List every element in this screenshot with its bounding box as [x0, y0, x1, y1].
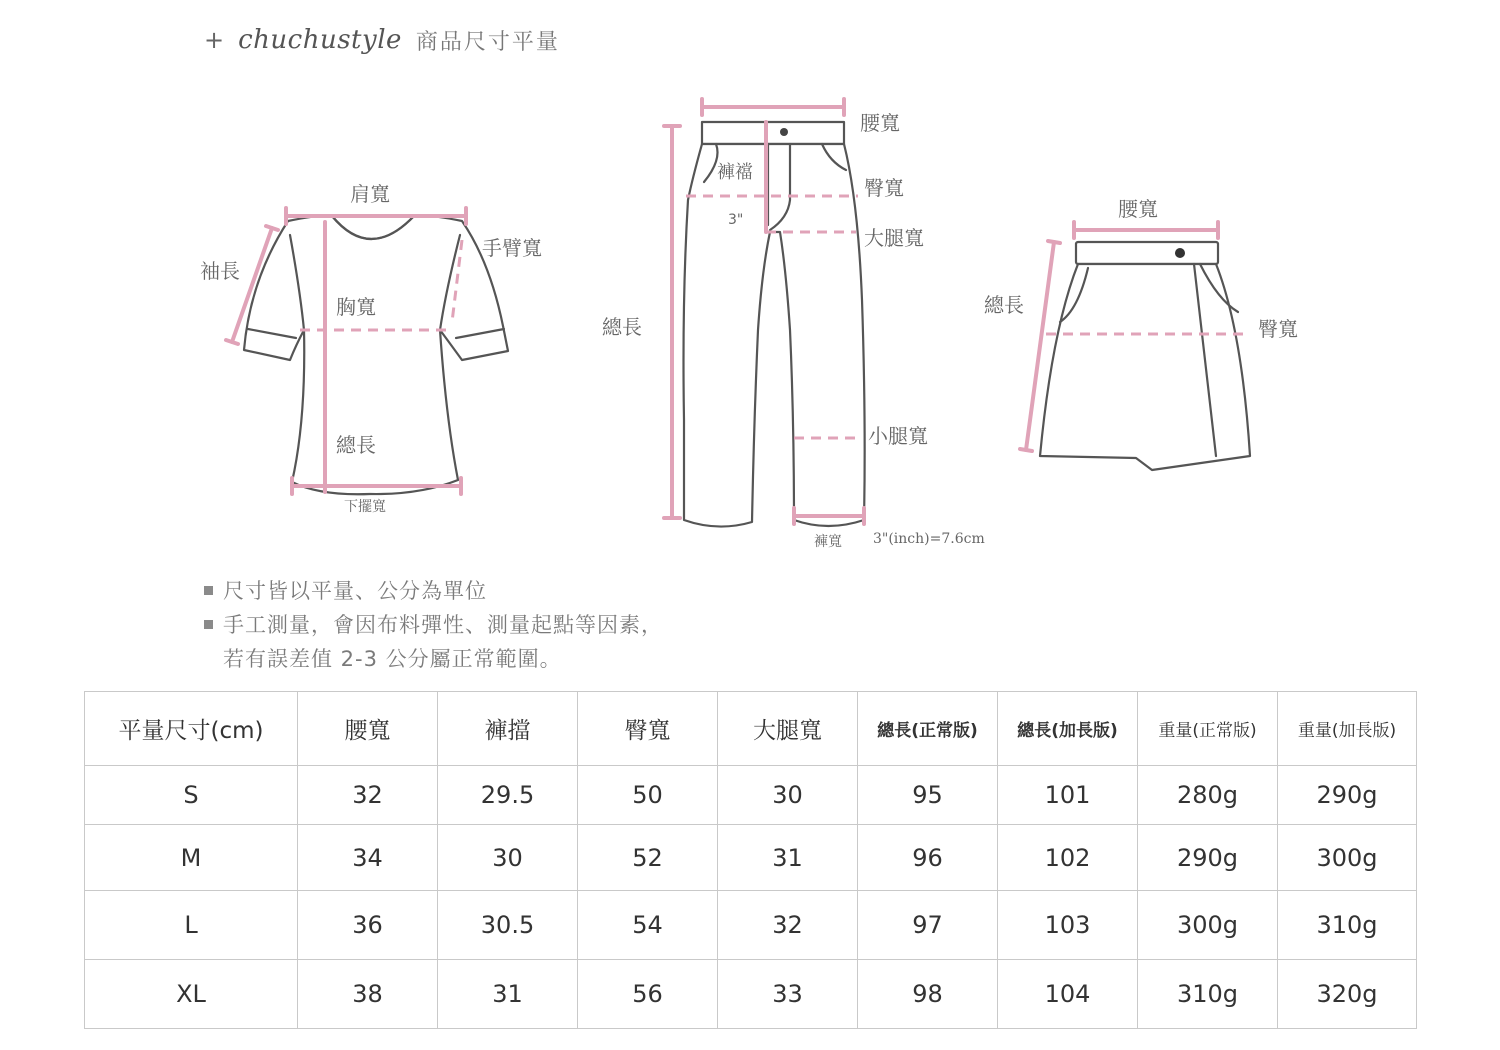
table-cell: 98: [858, 960, 998, 1029]
waist-button: [780, 128, 788, 136]
table-cell: 38: [298, 960, 438, 1029]
column-header: 總長(正常版): [858, 692, 998, 766]
page-title: 商品尺寸平量: [415, 29, 560, 55]
table-cell: 320g: [1278, 960, 1417, 1029]
table-row: [85, 960, 1417, 1029]
bullet-icon: [204, 586, 213, 595]
table-cell: 310g: [1138, 960, 1278, 1029]
table-cell: 104: [998, 960, 1138, 1029]
note-line-2: 手工測量，會因布料彈性、測量起點等因素，: [204, 608, 663, 642]
pants-waist-label: 腰寬: [860, 111, 900, 135]
inch-conversion-note: 3"(inch)=7.6cm: [873, 531, 985, 547]
shirt-length-label: 總長: [336, 433, 376, 457]
table-cell: 280g: [1138, 766, 1278, 825]
table-cell: 300g: [1138, 891, 1278, 960]
table-cell: 95: [858, 766, 998, 825]
shirt-hem-label: 下擺寬: [344, 499, 386, 515]
column-header: 腰寬: [298, 692, 438, 766]
pants-outline: [684, 144, 865, 527]
pants-hem-label: 褲寬: [814, 534, 842, 550]
pants-length-label: 總長: [602, 315, 642, 339]
column-header: 褲擋: [438, 692, 578, 766]
table-row: [85, 825, 1417, 891]
table-cell: 96: [858, 825, 998, 891]
table-cell: 50: [578, 766, 718, 825]
table-cell: 31: [718, 825, 858, 891]
bullet-icon: [204, 620, 213, 629]
skirt-hip-label: 臀寬: [1258, 317, 1298, 341]
pants-thigh-label: 大腿寬: [864, 226, 924, 250]
size-table: [84, 691, 1417, 1029]
skirt-waist-label: 腰寬: [1118, 197, 1158, 221]
skirt-length-label: 總長: [984, 293, 1024, 317]
table-cell: 97: [858, 891, 998, 960]
column-header: 大腿寬: [718, 692, 858, 766]
column-header: 平量尺寸(cm): [85, 692, 298, 766]
table-cell: 103: [998, 891, 1138, 960]
pants-rise-label: 褲襠: [717, 162, 753, 183]
shirt-outline: [244, 216, 508, 495]
table-cell: XL: [85, 960, 298, 1029]
table-cell: 52: [578, 825, 718, 891]
table-row: [85, 766, 1417, 825]
note-line-1: 尺寸皆以平量、公分為單位: [204, 574, 663, 608]
table-cell: 34: [298, 825, 438, 891]
table-cell: S: [85, 766, 298, 825]
table-cell: 310g: [1278, 891, 1417, 960]
table-cell: 36: [298, 891, 438, 960]
measurement-notes: [204, 574, 663, 676]
column-header: 重量(加長版): [1278, 692, 1417, 766]
table-cell: 102: [998, 825, 1138, 891]
note-line-3: 若有誤差值 2-3 公分屬正常範圍。: [223, 647, 562, 671]
column-header: 臀寬: [578, 692, 718, 766]
table-row: [85, 891, 1417, 960]
table-cell: 33: [718, 960, 858, 1029]
table-cell: 290g: [1138, 825, 1278, 891]
skirt-button: [1175, 248, 1185, 258]
brand-logo: chuchustyle: [238, 25, 402, 55]
table-cell: 32: [718, 891, 858, 960]
table-cell: 101: [998, 766, 1138, 825]
table-cell: 300g: [1278, 825, 1417, 891]
table-cell: 29.5: [438, 766, 578, 825]
shirt-shoulder-label: 肩寬: [350, 182, 390, 206]
column-header: 總長(加長版): [998, 692, 1138, 766]
table-header-row: [85, 692, 1417, 766]
waistband: [702, 122, 844, 144]
table-cell: L: [85, 891, 298, 960]
table-cell: 56: [578, 960, 718, 1029]
plus-icon: +: [204, 26, 225, 54]
column-header: 重量(正常版): [1138, 692, 1278, 766]
table-cell: 30: [438, 825, 578, 891]
pants-hip-label: 臀寬: [864, 176, 904, 200]
table-cell: 32: [298, 766, 438, 825]
table-cell: 30: [718, 766, 858, 825]
shirt-diagram: [200, 182, 542, 515]
shirt-chest-label: 胸寬: [336, 295, 376, 319]
table-cell: 30.5: [438, 891, 578, 960]
table-cell: M: [85, 825, 298, 891]
skirt-waistband: [1076, 242, 1218, 264]
table-cell: 54: [578, 891, 718, 960]
table-cell: 290g: [1278, 766, 1417, 825]
shirt-arm-label: 手臂寬: [482, 236, 542, 260]
pants-diagram: [602, 99, 985, 550]
pants-rise-note: 3": [728, 212, 744, 228]
shirt-sleeve-label: 袖長: [200, 259, 240, 283]
pants-calf-label: 小腿寬: [868, 424, 928, 448]
skirt-diagram: [984, 197, 1298, 470]
table-cell: 31: [438, 960, 578, 1029]
